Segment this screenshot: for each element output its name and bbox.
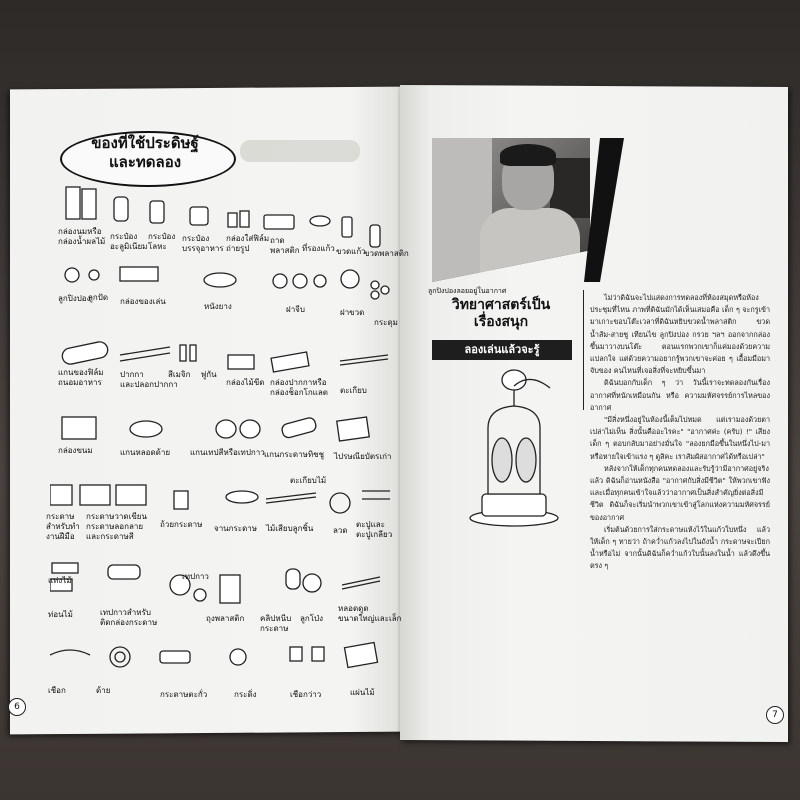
item-label-coaster: ที่รองแก้ว bbox=[302, 244, 335, 253]
item-label-spool: แกนหลอดด้าย bbox=[120, 448, 171, 457]
heading-line-2: เรื่องสนุก bbox=[473, 314, 529, 330]
item-label-brush: พู่กัน bbox=[201, 370, 217, 379]
item-label-craft-paper: กระดาษ สำหรับทำ งานฝีมือ bbox=[46, 512, 80, 541]
item-label-film-case: กล่องใส่ฟิล์ม ถ่ายรูป bbox=[226, 234, 270, 253]
subheading: ลองเล่นแล้วจะรู้ bbox=[432, 340, 572, 360]
item-label-metal-can: กระป๋อง โลหะ bbox=[148, 232, 176, 251]
item-label-kite-string: เชือกว่าว bbox=[290, 690, 322, 699]
item-label-postcard: ไปรษณียบัตรเก่า bbox=[334, 452, 392, 461]
item-label-paper-plate: จานกระดาษ bbox=[214, 524, 258, 533]
item-label-crimp-cap: ฝาจีบ bbox=[286, 305, 305, 314]
item-label-wood-chopsticks: ตะเกียบไม้ bbox=[290, 476, 327, 485]
paragraph-4: หลังจากให้เด็กทุกคนทดลองและรับรู้ว่ามีอากาศอยู่จริงแล้ว ดิฉันก็อ่านหนังสือ "อากาศกับสิ่งมีชีวิต" ให้พวกเขาฟังและเมื่อทุกคนเข้าใจแล้วว่าอากาศเป็นสิ่งสำคัญยิ่งต่อสิ่งมีชีวิต ดิฉันก็จะเริ่มนำพวกเขาเข้าสู่โลกแห่งความมหัศจรรย์ของอากาศ bbox=[590, 463, 770, 522]
item-label-paper-clip: คลิปหนีบ กระดาษ bbox=[260, 614, 292, 633]
item-label-snack-box: กล่องขนม bbox=[58, 446, 93, 455]
item-label-chopsticks: ตะเกียบ bbox=[340, 386, 367, 395]
column-rule bbox=[583, 290, 584, 410]
page-title bbox=[70, 134, 220, 172]
photo-caption: ลูกปิงปองลอยอยู่ในอากาศ bbox=[428, 287, 507, 295]
item-label-bead: ลูกปัด bbox=[88, 293, 109, 302]
title-line-1: ของที่ใช้ประดิษฐ์ bbox=[91, 134, 199, 152]
item-label-marker: สีเมจิก bbox=[168, 370, 191, 379]
paragraph-3: "มีสิ่งหนึ่งอยู่ในห้องนี้เต็มไปหมด แต่เรามองด้วยตาเปล่าไม่เห็น สิ่งนั้นคืออะไรคะ" "อากาศค่ะ (ครับ) !" เสียงเด็ก ๆ ตอบกลับมาอย่างมั่นใจ "ลองยกมือขึ้นในหนึ่งไป-มาหรือหายใจเข้าแรง ๆ ดูสิคะ เราสัมผัสอากาศได้หรือเปล่า" bbox=[590, 415, 770, 461]
item-label-pen: ปากกา และปลอกปากกา bbox=[120, 370, 178, 389]
item-label-balloon: ลูกโป่ง bbox=[300, 614, 324, 623]
item-label-food-can: กระป๋อง บรรจุอาหาร bbox=[182, 234, 224, 253]
item-label-straw: หลอดดูด ขนาดใหญ่และเล็ก bbox=[338, 604, 402, 623]
article-body bbox=[590, 292, 770, 692]
item-label-plastic-bag: ถุงพลาสติก bbox=[206, 614, 245, 623]
left-page-number: 6 bbox=[8, 698, 26, 716]
item-label-plastic-tray: ถาด พลาสติก bbox=[270, 236, 300, 255]
paragraph-1: ไม่ว่าดิฉันจะไปแสดงการทดลองที่ห้องสมุดหรือห้องประชุมที่ไหน ภาพที่ดิฉันมักได้เห็นเสมอคือ เด็ก ๆ จะกรูเข้ามาเกาะขอบโต๊ะเวลาที่ดิฉันหยิบขวดน้ำพลาสติก ขวดน้ำส้ม-สายชู เทียนไข ลูกปิงปอง กรวย ฯลฯ ออกจากกล่องขึ้นมาวางบนโต๊ะ ตอนแรกพวกเขาก็แค่มองด้วยความแปลกใจ แต่ด้วยความอยากรู้พวกเขาจะค่อย ๆ เอื้อมมือมาจับของ คนไหนที่เจอสิ่งที่จะหยิบขึ้นมา bbox=[590, 293, 770, 376]
item-label-plastic-bottle: ขวดพลาสติก bbox=[364, 249, 409, 258]
item-label-tissue-core: แกนกระดาษทิชชู bbox=[264, 450, 324, 459]
item-label-box-tape: เทปกาวสำหรับ ติดกล่องกระดาษ bbox=[100, 608, 158, 627]
right-page-number: 7 bbox=[766, 706, 784, 724]
paragraph-5: เริ่มต้นด้วยการใส่กระดาษแห้งไว้ในแก้วใบหนึ่ง แล้วให้เด็ก ๆ ทายว่า ถ้าคว่ำแก้วลงไปในถังน้ำ กระดาษจะเปียกน้ำหรือไม่ จากนั้นดิฉันก็คว่ำแก้วใบนั้นลงในน้ำ แล้วดึงขึ้นตรง ๆ bbox=[590, 524, 770, 571]
item-label-ping-pong: ลูกปิงปอง bbox=[58, 294, 91, 303]
item-label-toy-box: กล่องของเล่น bbox=[120, 297, 166, 306]
item-label-foil: กระดาษตะกั่ว bbox=[160, 690, 208, 699]
item-label-matchbox: กล่องไม้ขีด bbox=[226, 378, 265, 387]
item-label-wire: ลวด bbox=[333, 526, 348, 535]
item-label-glass-bottle: ขวดแก้ว bbox=[336, 247, 366, 256]
item-label-rope: เชือก bbox=[48, 686, 66, 695]
item-label-wood-stick: แท่งไม้ bbox=[48, 576, 72, 585]
item-label-film-roll: แกนของฟิล์ม ถนอมอาหาร bbox=[58, 368, 104, 387]
item-label-wood-board: แผ่นไม้ bbox=[350, 688, 375, 697]
item-label-drawing-paper: กระดาษวาดเขียน กระดาษลอกลาย และกระดาษสี bbox=[86, 512, 147, 541]
item-label-button: กระดุม bbox=[374, 318, 398, 327]
heading-line-1: วิทยาศาสตร์เป็น bbox=[451, 297, 551, 313]
item-label-thread: ด้าย bbox=[96, 686, 111, 695]
item-label-bell: กระดิ่ง bbox=[234, 690, 257, 699]
chapter-heading bbox=[426, 297, 576, 331]
item-label-wood-log: ท่อนไม้ bbox=[48, 610, 73, 619]
item-label-tape: เทปกาว bbox=[182, 572, 209, 581]
title-line-2: และทดลอง bbox=[108, 153, 182, 171]
item-label-aluminium-can: กระป๋อง อะลูมิเนียม bbox=[110, 232, 148, 251]
item-label-nails: ตะปูและ ตะปูเกลียว bbox=[356, 520, 393, 539]
item-label-milk-box: กล่องนมหรือ กล่องน้ำผลไม้ bbox=[58, 227, 106, 246]
paragraph-2: ดิฉันบอกกับเด็ก ๆ ว่า วันนี้เราจะทดลองกันเรื่อง อากาศที่หนักเหมือนกัน หรือ ความมหัศจรรย์การไหลของอากาศ bbox=[590, 378, 770, 412]
faded-banner bbox=[240, 140, 360, 162]
lamp-experiment-illustration bbox=[466, 368, 566, 528]
item-label-skewer: ไม้เสียบลูกชิ้น bbox=[266, 524, 314, 533]
item-label-rubber-band: หนังยาง bbox=[204, 302, 232, 311]
item-label-paper-cup: ถ้วยกระดาษ bbox=[160, 520, 203, 529]
item-label-tape-core: แกนเทปสีหรือเทปกาว bbox=[190, 448, 265, 457]
item-label-pen-box: กล่องปากกาหรือ กล่องช็อกโกแลต bbox=[270, 378, 328, 397]
item-label-bottle-cap: ฝาขวด bbox=[340, 308, 365, 317]
